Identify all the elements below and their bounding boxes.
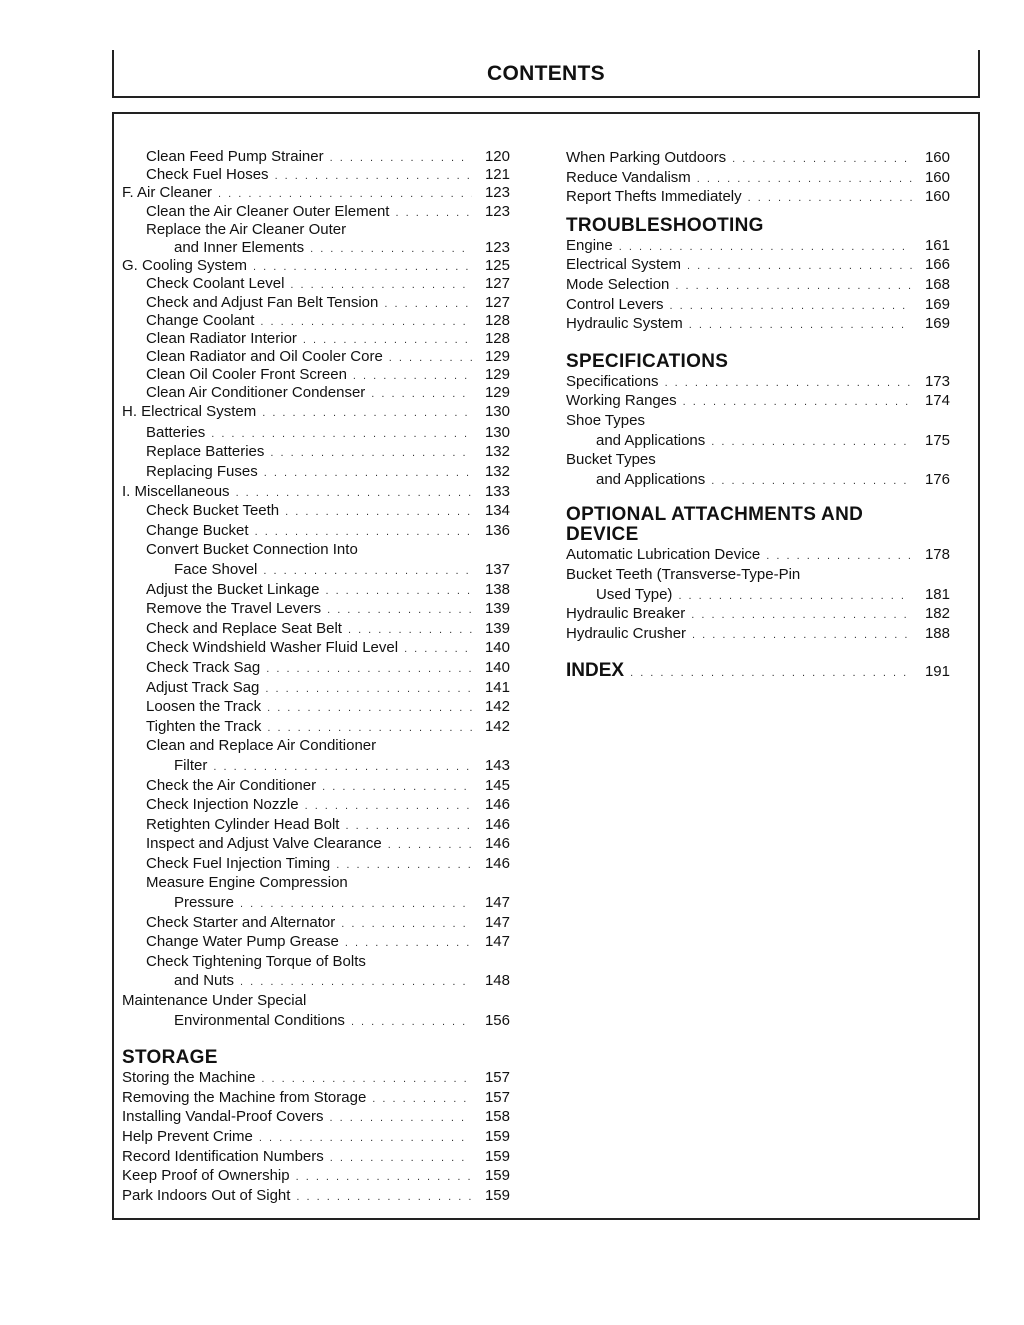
toc-entry[interactable]: Retighten Cylinder Head Bolt . . . 146	[122, 815, 510, 835]
toc-group-upper	[122, 148, 510, 421]
toc-entry[interactable]: Automatic Lubrication Device . . . 178	[566, 545, 950, 565]
toc-entry[interactable]: Installing Vandal-Proof Covers . . . 158	[122, 1107, 510, 1127]
toc-group-top	[566, 148, 950, 207]
toc-entry[interactable]: I. Miscellaneous . . . 133	[122, 482, 510, 502]
toc-entry[interactable]: Check Fuel Hoses . . . 121	[122, 166, 510, 184]
section-title-optional-line2: DEVICE	[566, 524, 639, 546]
toc-entry[interactable]: Filter . . . 143	[122, 756, 510, 776]
section-title-troubleshooting: TROUBLESHOOTING	[566, 214, 764, 236]
toc-entry-line1: Clean and Replace Air Conditioner	[146, 737, 377, 755]
header-box	[112, 50, 980, 98]
toc-entry[interactable]: Clean Radiator Interior . . . 128	[122, 330, 510, 348]
toc-entry-line1: Measure Engine Compression	[146, 874, 348, 892]
right-column	[566, 148, 950, 681]
toc-entry[interactable]: Report Thefts Immediately . . . 160	[566, 187, 950, 207]
toc-entry[interactable]: Check Fuel Injection Timing . . . 146	[122, 854, 510, 874]
toc-entry[interactable]: Inspect and Adjust Valve Clearance . . . 146	[122, 834, 510, 854]
toc-entry-line1: Bucket Types	[566, 451, 656, 469]
toc-entry[interactable]: Clean the Air Cleaner Outer Element . . . 123	[122, 203, 510, 221]
toc-entry[interactable]: Loosen the Track . . . 142	[122, 697, 510, 717]
section-title-storage: STORAGE	[122, 1047, 218, 1069]
toc-entry-line1: Shoe Types	[566, 411, 645, 429]
page-title: CONTENTS	[487, 62, 605, 85]
toc-entry[interactable]: Electrical System . . . 166	[566, 255, 950, 275]
toc-group-lower	[122, 423, 510, 1030]
optional-section	[566, 505, 950, 643]
toc-entry[interactable]: Clean Feed Pump Strainer . . . 120	[122, 148, 510, 166]
toc-entry[interactable]: Clean Radiator and Oil Cooler Core . . . 129	[122, 348, 510, 366]
toc-entry[interactable]: F. Air Cleaner . . . 123	[122, 184, 510, 202]
toc-entry[interactable]: Record Identification Numbers . . . 159	[122, 1147, 510, 1167]
specifications-section	[566, 352, 950, 490]
toc-entry[interactable]: and Inner Elements . . . 123	[122, 239, 510, 257]
section-title-specifications: SPECIFICATIONS	[566, 350, 729, 372]
toc-entry[interactable]: Removing the Machine from Storage . . . 157	[122, 1088, 510, 1108]
toc-entry[interactable]: Check Track Sag . . . 140	[122, 658, 510, 678]
troubleshooting-section	[566, 216, 950, 334]
toc-entry[interactable]: Engine . . . 161	[566, 236, 950, 256]
toc-entry[interactable]: Change Water Pump Grease . . . 147	[122, 932, 510, 952]
toc-entry[interactable]: and Applications . . . 176	[566, 470, 950, 490]
toc-entry[interactable]: Check Bucket Teeth . . . 134	[122, 501, 510, 521]
toc-entry-line1: Convert Bucket Connection Into	[146, 541, 358, 559]
toc-entry[interactable]: Adjust the Bucket Linkage . . . 138	[122, 580, 510, 600]
toc-entry[interactable]: When Parking Outdoors . . . 160	[566, 148, 950, 168]
toc-entry[interactable]: Replacing Fuses . . . 132	[122, 462, 510, 482]
toc-entry[interactable]: Adjust Track Sag . . . 141	[122, 678, 510, 698]
toc-entry[interactable]: Clean Air Conditioner Condenser . . . 129	[122, 384, 510, 402]
toc-entry-line1: Check Tightening Torque of Bolts	[146, 952, 366, 970]
toc-entry[interactable]: Control Levers . . . 169	[566, 295, 950, 315]
toc-entry[interactable]: Working Ranges . . . 174	[566, 391, 950, 411]
toc-entry[interactable]: Environmental Conditions . . . 156	[122, 1011, 510, 1031]
toc-entry-line1: Maintenance Under Special	[122, 992, 307, 1010]
toc-entry[interactable]: Park Indoors Out of Sight . . . 159	[122, 1186, 510, 1206]
toc-entry[interactable]: Tighten the Track . . . 142	[122, 717, 510, 737]
toc-entry[interactable]: Check Injection Nozzle . . . 146	[122, 795, 510, 815]
toc-entry[interactable]: Clean Oil Cooler Front Screen . . . 129	[122, 366, 510, 384]
toc-entry[interactable]: and Nuts . . . 148	[122, 971, 510, 991]
left-column	[122, 148, 510, 1205]
toc-entry[interactable]: Storing the Machine . . . 157	[122, 1068, 510, 1088]
toc-entry[interactable]: Specifications . . . 173	[566, 372, 950, 392]
toc-entry[interactable]: Change Bucket . . . 136	[122, 521, 510, 541]
toc-entry-index[interactable]: INDEX . . . 191	[566, 661, 950, 681]
toc-entry[interactable]: Used Type) . . . 181	[566, 585, 950, 605]
toc-entry-line1: Replace the Air Cleaner Outer	[146, 220, 347, 238]
toc-entry[interactable]: Check and Replace Seat Belt . . . 139	[122, 619, 510, 639]
toc-entry[interactable]: Help Prevent Crime . . . 159	[122, 1127, 510, 1147]
toc-entry[interactable]: Hydraulic System . . . 169	[566, 314, 950, 334]
section-title-optional: OPTIONAL ATTACHMENTS AND	[566, 504, 864, 526]
storage-section	[122, 1048, 510, 1205]
toc-entry[interactable]: Hydraulic Breaker . . . 182	[566, 604, 950, 624]
toc-entry[interactable]: Replace Batteries . . . 132	[122, 442, 510, 462]
toc-entry[interactable]: Check Windshield Washer Fluid Level . . . 140	[122, 638, 510, 658]
toc-entry[interactable]: Check Starter and Alternator . . . 147	[122, 913, 510, 933]
toc-entry[interactable]: and Applications . . . 175	[566, 431, 950, 451]
toc-entry[interactable]: H. Electrical System . . . 130	[122, 403, 510, 421]
toc-entry[interactable]: Face Shovel . . . 137	[122, 560, 510, 580]
toc-entry[interactable]: Change Coolant . . . 128	[122, 312, 510, 330]
toc-entry[interactable]: Check the Air Conditioner . . . 145	[122, 776, 510, 796]
toc-entry-line1: Bucket Teeth (Transverse-Type-Pin	[566, 565, 801, 583]
toc-entry[interactable]: Pressure . . . 147	[122, 893, 510, 913]
toc-entry[interactable]: Reduce Vandalism . . . 160	[566, 168, 950, 188]
toc-entry[interactable]: Hydraulic Crusher . . . 188	[566, 624, 950, 644]
toc-entry[interactable]: G. Cooling System . . . 125	[122, 257, 510, 275]
toc-entry[interactable]: Batteries . . . 130	[122, 423, 510, 443]
toc-entry[interactable]: Check and Adjust Fan Belt Tension . . . 127	[122, 294, 510, 312]
toc-entry[interactable]: Check Coolant Level . . . 127	[122, 275, 510, 293]
toc-entry[interactable]: Keep Proof of Ownership . . . 159	[122, 1166, 510, 1186]
toc-entry[interactable]: Remove the Travel Levers . . . 139	[122, 599, 510, 619]
toc-entry[interactable]: Mode Selection . . . 168	[566, 275, 950, 295]
